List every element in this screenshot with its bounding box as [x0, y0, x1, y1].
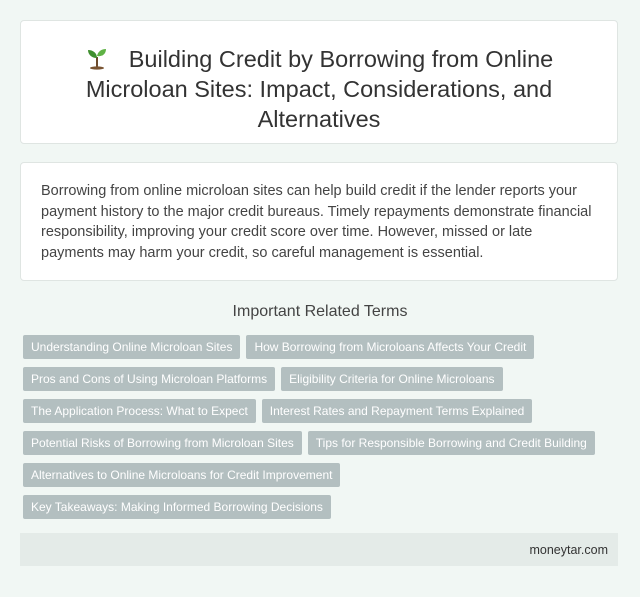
page-title: [41, 44, 597, 134]
footer: [20, 533, 618, 566]
sprout-icon: [85, 46, 109, 70]
page-title-text: Building Credit by Borrowing from Online Microloan Sites: Impact, Considerations, and Alternatives: [85, 46, 554, 132]
term-tag[interactable]: Pros and Cons of Using Microloan Platforms: [23, 367, 275, 391]
related-terms-list: [23, 335, 623, 519]
term-tag[interactable]: Understanding Online Microloan Sites: [23, 335, 240, 359]
term-tag[interactable]: How Borrowing from Microloans Affects Your Credit: [246, 335, 534, 359]
term-tag[interactable]: Potential Risks of Borrowing from Microloan Sites: [23, 431, 302, 455]
term-tag[interactable]: Eligibility Criteria for Online Microloans: [281, 367, 502, 391]
term-tag[interactable]: Key Takeaways: Making Informed Borrowing Decisions: [23, 495, 331, 519]
title-card: [20, 20, 618, 144]
summary-card: [20, 162, 618, 281]
summary-text: Borrowing from online microloan sites can help build credit if the lender reports your payment history to the major credit bureaus. Timely repayments demonstrate financial responsibility, improving your credit score over time. However, missed or late payments may harm your credit, so careful management is essential.: [41, 183, 592, 261]
term-tag[interactable]: The Application Process: What to Expect: [23, 399, 256, 423]
related-terms-heading: Important Related Terms: [232, 303, 408, 320]
term-tag[interactable]: Alternatives to Online Microloans for Credit Improvement: [23, 463, 340, 487]
term-tag[interactable]: Interest Rates and Repayment Terms Explained: [262, 399, 533, 423]
term-tag[interactable]: Tips for Responsible Borrowing and Credit Building: [308, 431, 595, 455]
site-link[interactable]: moneytar.com: [529, 542, 608, 557]
